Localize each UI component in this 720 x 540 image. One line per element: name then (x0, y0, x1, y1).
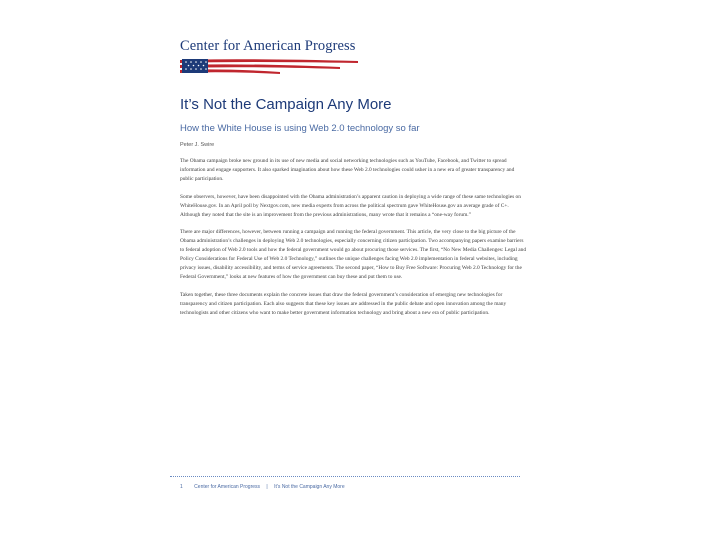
body-paragraph: The Obama campaign broke new ground in its use of new media and social networking technologies such as YouTube, Facebook, and Twitter to spread information and engage supporters. It also sparked imagination about how these Web 2.0 technologies could usher in a new era of greater transparency and public participation. (180, 158, 515, 182)
report-page (170, 30, 530, 510)
report-body (180, 157, 528, 327)
footer-org: Center for American Progress (194, 484, 261, 490)
report-subtitle: How the White House is using Web 2.0 technology so far (180, 123, 420, 134)
footer-short-title: It’s Not the Campaign Any More (274, 484, 345, 490)
footer-divider (170, 476, 520, 477)
report-author: Peter J. Swire (180, 142, 215, 148)
body-paragraph: Taken together, these three documents explain the concrete issues that draw the federal government’s consideration of emerging new technologies for transparency and citizen participation. Each also suggests that these key issues are addressed in the public debate and open innovation among the many technologists and other citizens who want to make better government information technology and bring about a new era of public participation. (180, 291, 507, 316)
footer-separator: | (266, 484, 268, 490)
body-paragraph: There are major differences, however, between running a campaign and running the federal government. This article, the very close to the big picture of the Obama administration’s challenges in deploying Web 2.0 technologies, especially concerning citizen participation. Two accompanying papers examine barriers to federal adoption of Web 2.0 tools and how the federal government would go about procuring those services. The first, “No New Media Challenges: Legal and Policy Considerations for Federal Use of Web 2.0 Technology,” outlines the unique challenges facing Web 2.0 implementation in federal websites, including privacy issues, disability accessibility, and terms of service agreements. The second paper, “How to Buy Free Software: Procuring Web 2.0 Technology for the Federal Government,” looks at new features of how the government can buy these and put them to use. (180, 229, 527, 280)
org-logo (180, 38, 360, 78)
page-number: 1 (180, 484, 183, 490)
page-footer (180, 484, 345, 490)
body-paragraph: Some observers, however, have been disappointed with the Obama administration’s apparent caution in deploying a wide range of these same technologies on WhiteHouse.gov. In an April poll by Nextgov.com, new media experts from across the political spectrum gave WhiteHouse.gov an average grade of C+. Although they noted that the site is an improvement from the previous administrations, many wrote that it remains a “one-way forum.” (180, 193, 521, 218)
org-name: Center for American Progress (180, 38, 356, 54)
report-title: It’s Not the Campaign Any More (180, 96, 392, 113)
flag-icon (180, 58, 360, 76)
